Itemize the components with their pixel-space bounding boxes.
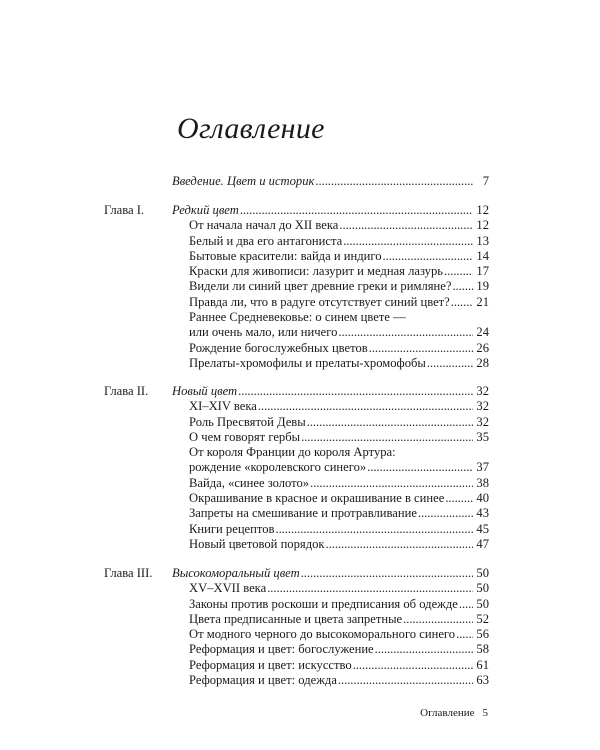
item-title: или очень мало, или ничего bbox=[189, 325, 338, 340]
item-page: 52 bbox=[476, 611, 489, 626]
toc-item-entry bbox=[189, 430, 489, 445]
dot-leader bbox=[343, 234, 473, 249]
toc-item-entry bbox=[189, 325, 489, 340]
chapter-row bbox=[104, 203, 489, 218]
dot-leader bbox=[375, 642, 474, 657]
item-title: Видели ли синий цвет древние греки и римляне? bbox=[189, 279, 452, 294]
toc-item bbox=[104, 673, 489, 688]
item-page: 37 bbox=[476, 460, 489, 475]
item-title: От модного черного до высокоморального синего bbox=[189, 627, 456, 642]
toc-item-entry bbox=[189, 476, 489, 491]
toc-item bbox=[104, 642, 489, 657]
item-page: 38 bbox=[476, 475, 489, 490]
dot-leader bbox=[315, 174, 474, 189]
item-page: 61 bbox=[476, 657, 489, 672]
item-page: 45 bbox=[476, 521, 489, 536]
dot-leader bbox=[459, 597, 474, 612]
item-title: Прелаты-хромофилы и прелаты-хромофобы bbox=[189, 355, 426, 370]
chapter-title: Новый цвет bbox=[172, 384, 238, 398]
item-page: 24 bbox=[476, 325, 489, 340]
chapter-row bbox=[104, 566, 489, 581]
dot-leader bbox=[427, 356, 474, 371]
toc-item bbox=[104, 279, 489, 294]
dot-leader bbox=[258, 399, 474, 414]
dot-leader bbox=[451, 295, 474, 310]
intro-title: Введение. Цвет и историк bbox=[172, 174, 315, 188]
dot-leader bbox=[444, 264, 473, 279]
item-page: 58 bbox=[476, 642, 489, 657]
toc-item bbox=[104, 430, 489, 445]
toc-item-entry bbox=[189, 581, 489, 596]
toc-item bbox=[104, 491, 489, 506]
dot-leader bbox=[275, 522, 473, 537]
toc-item-entry bbox=[189, 295, 489, 310]
chapter-label: Глава II. bbox=[104, 384, 149, 398]
item-page: 63 bbox=[476, 673, 489, 688]
chapter-page: 50 bbox=[476, 566, 489, 580]
toc-item-entry bbox=[189, 415, 489, 430]
toc-item bbox=[104, 537, 489, 552]
item-page: 19 bbox=[476, 279, 489, 294]
toc-item-entry bbox=[189, 341, 489, 356]
toc-item bbox=[104, 415, 489, 430]
toc-item bbox=[104, 522, 489, 537]
dot-leader bbox=[310, 476, 473, 491]
toc-item-entry bbox=[189, 658, 489, 673]
dot-leader bbox=[445, 491, 473, 506]
toc-item-entry bbox=[189, 597, 489, 612]
toc-item bbox=[104, 627, 489, 642]
footer-label: Оглавление bbox=[420, 707, 475, 719]
dot-leader bbox=[301, 430, 473, 445]
chapter-row bbox=[104, 384, 489, 399]
toc-item-text bbox=[189, 310, 489, 325]
dot-leader bbox=[383, 249, 474, 264]
toc-chapter bbox=[104, 203, 489, 371]
chapter-entry bbox=[172, 203, 489, 218]
toc-item-entry bbox=[189, 460, 489, 475]
item-page: 28 bbox=[476, 355, 489, 370]
toc-item-entry bbox=[189, 491, 489, 506]
toc-item bbox=[104, 399, 489, 414]
dot-leader bbox=[367, 460, 473, 475]
chapter-page: 32 bbox=[476, 384, 489, 398]
item-page: 17 bbox=[476, 264, 489, 279]
item-page: 50 bbox=[476, 596, 489, 611]
toc-item bbox=[104, 356, 489, 371]
dot-leader bbox=[418, 506, 473, 521]
page-number: 5 bbox=[482, 707, 488, 719]
item-title: Цвета предписанные и цвета запретные bbox=[189, 611, 403, 626]
toc-item bbox=[104, 218, 489, 233]
dot-leader bbox=[338, 325, 473, 340]
chapter-title: Высокоморальный цвет bbox=[172, 566, 300, 580]
toc-item-entry bbox=[189, 264, 489, 279]
toc-intro bbox=[104, 174, 489, 189]
dot-leader bbox=[403, 612, 473, 627]
toc-item bbox=[104, 506, 489, 521]
dot-leader bbox=[307, 415, 474, 430]
item-page: 35 bbox=[476, 429, 489, 444]
toc-item bbox=[104, 597, 489, 612]
item-title: Книги рецептов bbox=[189, 521, 275, 536]
item-page: 47 bbox=[476, 536, 489, 551]
toc-item-entry bbox=[189, 627, 489, 642]
toc-chapter bbox=[104, 566, 489, 688]
toc-item-text bbox=[189, 445, 489, 460]
toc-item-entry bbox=[189, 356, 489, 371]
item-page: 32 bbox=[476, 414, 489, 429]
toc-item-line bbox=[104, 310, 489, 325]
item-title: XI–XIV века bbox=[189, 399, 257, 414]
dot-leader bbox=[326, 537, 474, 552]
toc-item-entry bbox=[189, 399, 489, 414]
toc-item-entry bbox=[189, 612, 489, 627]
item-title: Правда ли, что в радуге отсутствует синий цвет? bbox=[189, 294, 450, 309]
item-title: рождение «королевского синего» bbox=[189, 460, 367, 475]
toc-item bbox=[104, 234, 489, 249]
item-title: Вайда, «синее золото» bbox=[189, 475, 310, 490]
item-page: 12 bbox=[476, 218, 489, 233]
toc-item-entry bbox=[189, 673, 489, 688]
toc-item-entry bbox=[189, 218, 489, 233]
item-title: Рождение богослужебных цветов bbox=[189, 340, 368, 355]
toc-item-entry bbox=[189, 279, 489, 294]
chapter-entry bbox=[172, 566, 489, 581]
item-page: 14 bbox=[476, 248, 489, 263]
dot-leader bbox=[369, 341, 474, 356]
item-page: 56 bbox=[476, 627, 489, 642]
toc-item bbox=[104, 476, 489, 491]
toc-chapter bbox=[104, 384, 489, 552]
item-title: Бытовые красители: вайда и индиго bbox=[189, 248, 382, 263]
page-title: Оглавление bbox=[177, 112, 325, 145]
chapter-entry bbox=[172, 384, 489, 399]
toc-item bbox=[104, 264, 489, 279]
toc-item bbox=[104, 249, 489, 264]
chapter-label: Глава I. bbox=[104, 203, 145, 217]
dot-leader bbox=[452, 279, 473, 294]
dot-leader bbox=[456, 627, 473, 642]
item-title: Роль Пресвятой Девы bbox=[189, 414, 306, 429]
dot-leader bbox=[267, 581, 473, 596]
item-title: Законы против роскоши и предписания об одежде bbox=[189, 596, 458, 611]
item-title: Раннее Средневековье: о синем цвете — bbox=[189, 310, 406, 325]
chapter-title: Редкий цвет bbox=[172, 203, 239, 217]
item-title: Запреты на смешивание и протравливание bbox=[189, 506, 417, 521]
toc-item bbox=[104, 658, 489, 673]
toc-item bbox=[104, 341, 489, 356]
item-page: 50 bbox=[476, 581, 489, 596]
intro-page: 7 bbox=[482, 174, 489, 188]
dot-leader bbox=[301, 566, 474, 581]
item-title: XV–XVII века bbox=[189, 581, 267, 596]
toc-item-entry bbox=[189, 522, 489, 537]
item-page: 40 bbox=[476, 491, 489, 506]
item-title: От короля Франции до короля Артура: bbox=[189, 445, 396, 460]
item-page: 26 bbox=[476, 340, 489, 355]
item-page: 13 bbox=[476, 233, 489, 248]
item-title: Окрашивание в красное и окрашивание в синее bbox=[189, 491, 445, 506]
dot-leader bbox=[353, 658, 474, 673]
running-footer bbox=[420, 707, 488, 719]
item-title: Новый цветовой порядок bbox=[189, 536, 325, 551]
chapter-page: 12 bbox=[476, 203, 489, 217]
toc-item bbox=[104, 325, 489, 340]
toc-item-entry bbox=[189, 537, 489, 552]
dot-leader bbox=[238, 384, 473, 399]
toc-item-entry bbox=[189, 249, 489, 264]
dot-leader bbox=[338, 673, 473, 688]
item-page: 32 bbox=[476, 399, 489, 414]
item-page: 21 bbox=[476, 294, 489, 309]
item-title: Краски для живописи: лазурит и медная лазурь bbox=[189, 264, 444, 279]
item-title: О чем говорят гербы bbox=[189, 429, 301, 444]
toc-item bbox=[104, 460, 489, 475]
toc-item-line bbox=[104, 445, 489, 460]
toc-item-entry bbox=[189, 506, 489, 521]
toc-item bbox=[104, 295, 489, 310]
toc-item-entry bbox=[189, 234, 489, 249]
item-title: Реформация и цвет: одежда bbox=[189, 673, 337, 688]
item-title: Реформация и цвет: искусство bbox=[189, 657, 352, 672]
chapter-label: Глава III. bbox=[104, 566, 153, 580]
item-title: От начала начал до XII века bbox=[189, 218, 339, 233]
toc-item bbox=[104, 581, 489, 596]
item-page: 43 bbox=[476, 506, 489, 521]
dot-leader bbox=[339, 218, 473, 233]
toc-item bbox=[104, 612, 489, 627]
dot-leader bbox=[240, 203, 474, 218]
toc-item-entry bbox=[189, 642, 489, 657]
item-title: Реформация и цвет: богослужение bbox=[189, 642, 374, 657]
item-title: Белый и два его антагониста bbox=[189, 233, 343, 248]
